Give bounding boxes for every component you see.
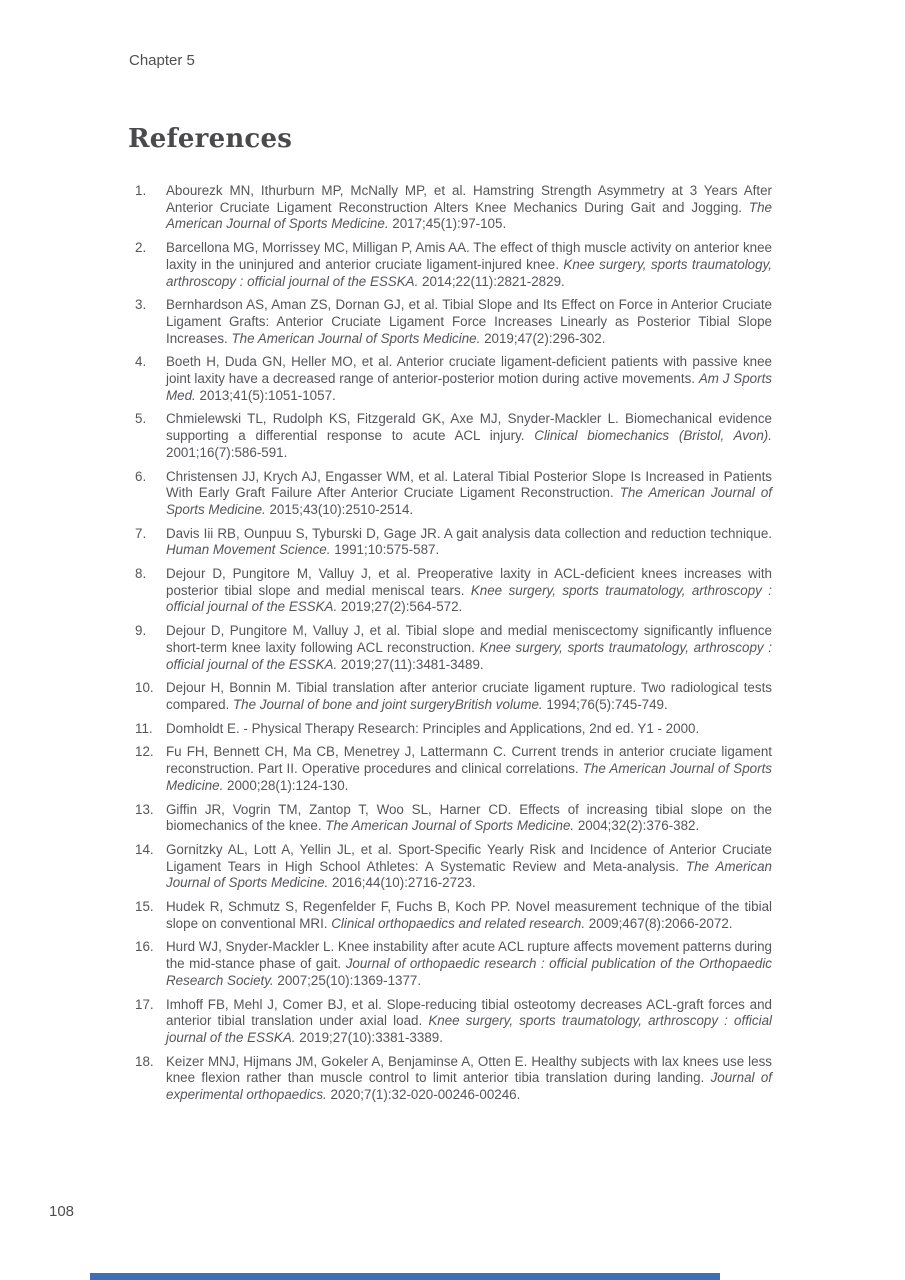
reference-number: 1.: [135, 183, 147, 198]
reference-number: 9.: [135, 623, 147, 639]
reference-number: 16.: [135, 939, 154, 955]
reference-text: Imhoff FB, Mehl J, Comer BJ, et al. Slope-reducing tibial osteotomy decreases ACL-graft forces and anterior tibial translation under axial load. Knee surgery, sports traumatology, arthroscopy : official journal of the ESSKA. 2019;27(10):3381-3389.: [166, 996, 772, 1045]
reference-item: [135, 899, 772, 932]
reference-item: [135, 802, 772, 835]
reference-text: Chmielewski TL, Rudolph KS, Fitzgerald GK, Axe MJ, Snyder-Mackler L. Biomechanical evidence supporting a differential response to acute ACL injury. Clinical biomechanics (Bristol, Avon). 2001;16(7):586-591.: [166, 411, 772, 460]
reference-text: Fu FH, Bennett CH, Ma CB, Menetrey J, Lattermann C. Current trends in anterior cruciate ligament reconstruction. Part II. Operative procedures and clinical correlations. The American Journal of Sports Medicine. 2000;28(1):124-130.: [166, 744, 772, 793]
reference-item: [135, 566, 772, 616]
reference-number: 17.: [135, 996, 154, 1012]
reference-number: 2.: [135, 240, 147, 256]
reference-number: 8.: [135, 566, 147, 582]
reference-item: [135, 997, 772, 1047]
reference-number: 3.: [135, 297, 147, 313]
reference-text: Barcellona MG, Morrissey MC, Milligan P, Amis AA. The effect of thigh muscle activity on anterior knee laxity in the uninjured and anterior cruciate ligament-injured knee. Knee surgery, sports traumatology, arthroscopy : official journal of the ESSKA. 2014;22(11):2821-2829.: [166, 240, 772, 289]
reference-item: [135, 183, 772, 233]
reference-number: 18.: [135, 1053, 154, 1069]
reference-text: Boeth H, Duda GN, Heller MO, et al. Anterior cruciate ligament-deficient patients with passive knee joint laxity have a decreased range of anterior-posterior motion during active movements. Am J Sports Med. 2013;41(5):1051-1057.: [166, 354, 772, 403]
reference-number: 14.: [135, 841, 154, 857]
reference-item: [135, 240, 772, 290]
reference-text: Abourezk MN, Ithurburn MP, McNally MP, et al. Hamstring Strength Asymmetry at 3 Years After Anterior Cruciate Ligament Reconstruction Alters Knee Mechanics During Gait and Jogging. The American Journal of Sports Medicine. 2017;45(1):97-105.: [166, 183, 772, 232]
reference-item: [135, 842, 772, 892]
reference-item: [135, 411, 772, 461]
reference-number: 13.: [135, 801, 154, 817]
bottom-accent-bar: [90, 1273, 720, 1280]
reference-number: 10.: [135, 680, 154, 696]
reference-item: [135, 721, 772, 738]
reference-item: [135, 297, 772, 347]
reference-number: 11.: [135, 720, 153, 736]
page-number: 108: [49, 1203, 75, 1220]
reference-text: Hudek R, Schmutz S, Regenfelder F, Fuchs B, Koch PP. Novel measurement technique of the tibial slope on conventional MRI. Clinical orthopaedics and related research. 2009;467(8):2066-2072.: [166, 899, 772, 931]
reference-text: Dejour H, Bonnin M. Tibial translation after anterior cruciate ligament rupture. Two radiological tests compared. The Journal of bone and joint surgeryBritish volume. 1994;76(5):745-749.: [166, 680, 772, 712]
reference-number: 6.: [135, 468, 147, 484]
reference-text: Hurd WJ, Snyder-Mackler L. Knee instability after acute ACL rupture affects movement patterns during the mid-stance phase of gait. Journal of orthopaedic research : official publication of the Orthopaedic Research Society. 2007;25(10):1369-1377.: [166, 939, 772, 988]
reference-number: 4.: [135, 354, 147, 370]
running-header: Chapter 5: [129, 52, 195, 69]
reference-item: [135, 1054, 772, 1104]
reference-item: [135, 939, 772, 989]
reference-item: [135, 680, 772, 713]
reference-text: Domholdt E. - Physical Therapy Research: Principles and Applications, 2nd ed. Y1 - 2000.: [166, 720, 700, 736]
reference-item: [135, 744, 772, 794]
reference-text: Giffin JR, Vogrin TM, Zantop T, Woo SL, Harner CD. Effects of increasing tibial slope on the biomechanics of the knee. The American Journal of Sports Medicine. 2004;32(2):376-382.: [166, 801, 772, 834]
reference-number: 5.: [135, 411, 147, 427]
reference-number: 7.: [135, 525, 147, 541]
reference-number: 12.: [135, 744, 154, 760]
reference-text: Bernhardson AS, Aman ZS, Dornan GJ, et al. Tibial Slope and Its Effect on Force in Anterior Cruciate Ligament Grafts: Anterior Cruciate Ligament Force Increases Linearly as Posterior Tibial Slope Increases. The American Journal of Sports Medicine. 2019;47(2):296-302.: [166, 297, 772, 346]
reference-text: Dejour D, Pungitore M, Valluy J, et al. Tibial slope and medial meniscectomy significantly influence short-term knee laxity following ACL reconstruction. Knee surgery, sports traumatology, arthroscopy : official journal of the ESSKA. 2019;27(11):3481-3489.: [166, 623, 773, 672]
reference-number: 15.: [135, 899, 154, 915]
reference-text: Christensen JJ, Krych AJ, Engasser WM, et al. Lateral Tibial Posterior Slope Is Increased in Patients With Early Graft Failure After Anterior Cruciate Ligament Reconstruction. The American Journal of Sports Medicine. 2015;43(10):2510-2514.: [166, 468, 772, 517]
reference-text: Keizer MNJ, Hijmans JM, Gokeler A, Benjaminse A, Otten E. Healthy subjects with lax knees use less knee flexion rather than muscle control to limit anterior tibia translation during landing. Journal of experimental orthopaedics. 2020;7(1):32-020-00246-00246.: [166, 1053, 772, 1103]
reference-item: [135, 354, 772, 404]
reference-item: [135, 623, 772, 673]
reference-item: [135, 526, 772, 559]
page-title: References: [128, 124, 293, 154]
reference-item: [135, 469, 772, 519]
reference-text: Gornitzky AL, Lott A, Yellin JL, et al. Sport-Specific Yearly Risk and Incidence of Anterior Cruciate Ligament Tears in High School Athletes: A Systematic Review and Meta-analysis. The American Journal of Sports Medicine. 2016;44(10):2716-2723.: [166, 841, 772, 891]
reference-text: Dejour D, Pungitore M, Valluy J, et al. Preoperative laxity in ACL-deficient knees increases with posterior tibial slope and medial meniscal tears. Knee surgery, sports traumatology, arthroscopy : official journal of the ESSKA. 2019;27(2):564-572.: [166, 566, 772, 615]
reference-text: Davis Iii RB, Ounpuu S, Tyburski D, Gage JR. A gait analysis data collection and reduction technique. Human Movement Science. 1991;10:575-587.: [166, 525, 772, 558]
references-list: [135, 183, 772, 1111]
